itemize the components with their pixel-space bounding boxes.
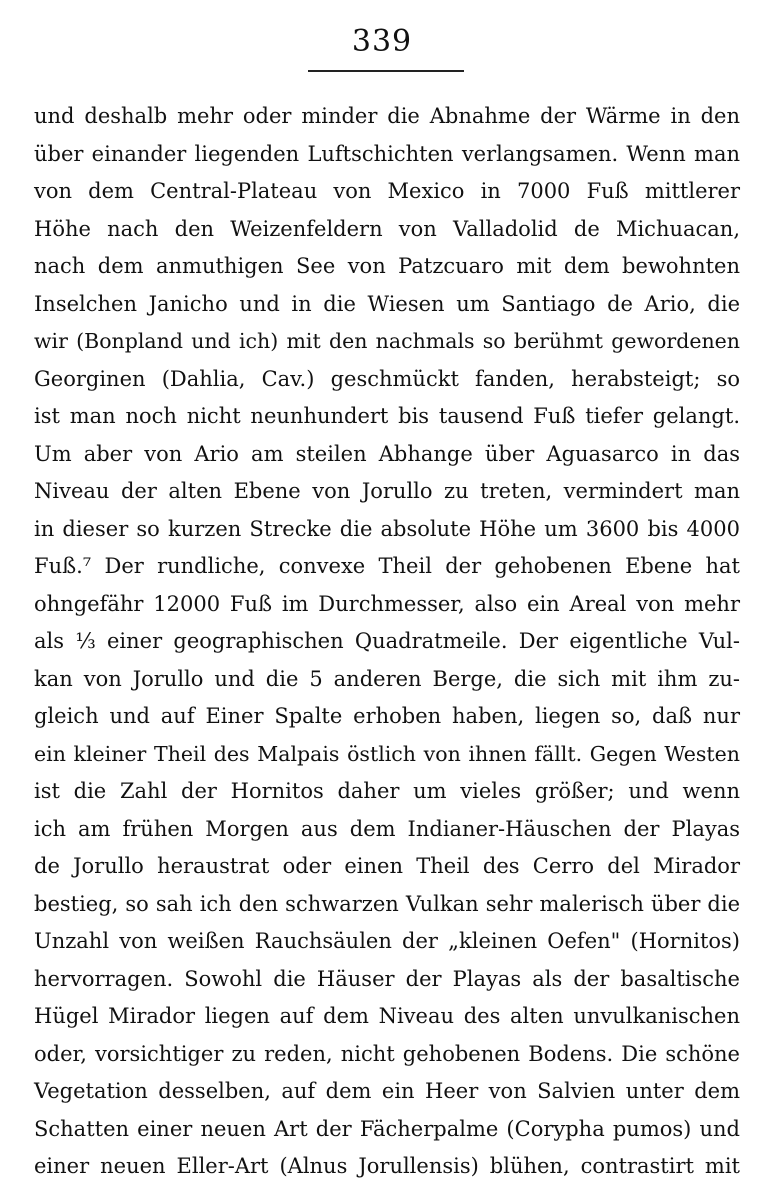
text-line: über einander liegenden Luftschichten verlangsamen. Wenn man: [34, 141, 740, 166]
text-line: wir (Bonpland und ich) mit den nachmals so berühmt gewordenen: [34, 329, 740, 353]
text-line: ein kleiner Theil des Malpais östlich von ihnen fällt. Gegen Westen: [34, 741, 740, 766]
page-number: 339: [351, 24, 413, 59]
text-line: kan von Jorullo und die 5 anderen Berge, die sich mit ihm zu-: [34, 666, 740, 691]
text-line: gleich und auf Einer Spalte erhoben haben, liegen so, daß nur: [34, 704, 740, 728]
text-line: nach dem anmuthigen See von Patzcuaro mit dem bewohnten: [34, 254, 740, 278]
text-line: Unzahl von weißen Rauchsäulen der „kleinen Oefen" (Hornitos): [34, 929, 740, 953]
text-line: Georginen (Dahlia, Cav.) geschmückt fanden, herabsteigt; so: [34, 366, 740, 391]
header-rule: [308, 70, 464, 72]
text-line: Inselchen Janicho und in die Wiesen um Santiago de Ario, die: [34, 291, 740, 316]
text-line: Fuß.⁷ Der rundliche, convexe Theil der gehobenen Ebene hat: [34, 554, 740, 578]
text-line: in dieser so kurzen Strecke die absolute Höhe um 3600 bis 4000: [34, 516, 740, 541]
text-line: hervorragen. Sowohl die Häuser der Playas als der basaltische: [34, 966, 740, 991]
text-line: ich am frühen Morgen aus dem Indianer-Häuschen der Playas: [34, 816, 740, 841]
text-line: einer neuen Eller-Art (Alnus Jorullensis) blühen, contrastirt mit: [34, 1154, 740, 1178]
text-line: Niveau der alten Ebene von Jorullo zu treten, vermindert man: [34, 479, 740, 503]
text-line: Schatten einer neuen Art der Fächerpalme (Corypha pumos) und: [34, 1116, 740, 1141]
text-line: Höhe nach den Weizenfeldern von Valladolid de Michuacan,: [34, 216, 740, 241]
text-line: und deshalb mehr oder minder die Abnahme der Wärme in den: [34, 104, 740, 128]
text-line: de Jorullo heraustrat oder einen Theil des Cerro del Mirador: [34, 854, 740, 878]
text-line: Vegetation desselben, auf dem ein Heer von Salvien unter dem: [34, 1079, 740, 1103]
text-line: Hügel Mirador liegen auf dem Niveau des alten unvulkanischen: [34, 1004, 740, 1028]
text-line: von dem Central-Plateau von Mexico in 7000 Fuß mittlerer: [34, 179, 740, 203]
text-line: Um aber von Ario am steilen Abhange über Aguasarco in das: [34, 441, 740, 466]
text-line: ist die Zahl der Hornitos daher um vieles größer; und wenn: [34, 779, 740, 803]
text-line: ohngefähr 12000 Fuß im Durchmesser, also ein Areal von mehr: [34, 591, 740, 616]
text-line: bestieg, so sah ich den schwarzen Vulkan sehr malerisch über die: [34, 891, 740, 916]
text-line: ist man noch nicht neunhundert bis tausend Fuß tiefer gelangt.: [34, 404, 740, 428]
text-line: oder, vorsichtiger zu reden, nicht gehobenen Bodens. Die schöne: [34, 1041, 740, 1066]
text-line: als ⅓ einer geographischen Quadratmeile. Der eigentliche Vul-: [34, 629, 740, 653]
body-text: [34, 98, 740, 1186]
